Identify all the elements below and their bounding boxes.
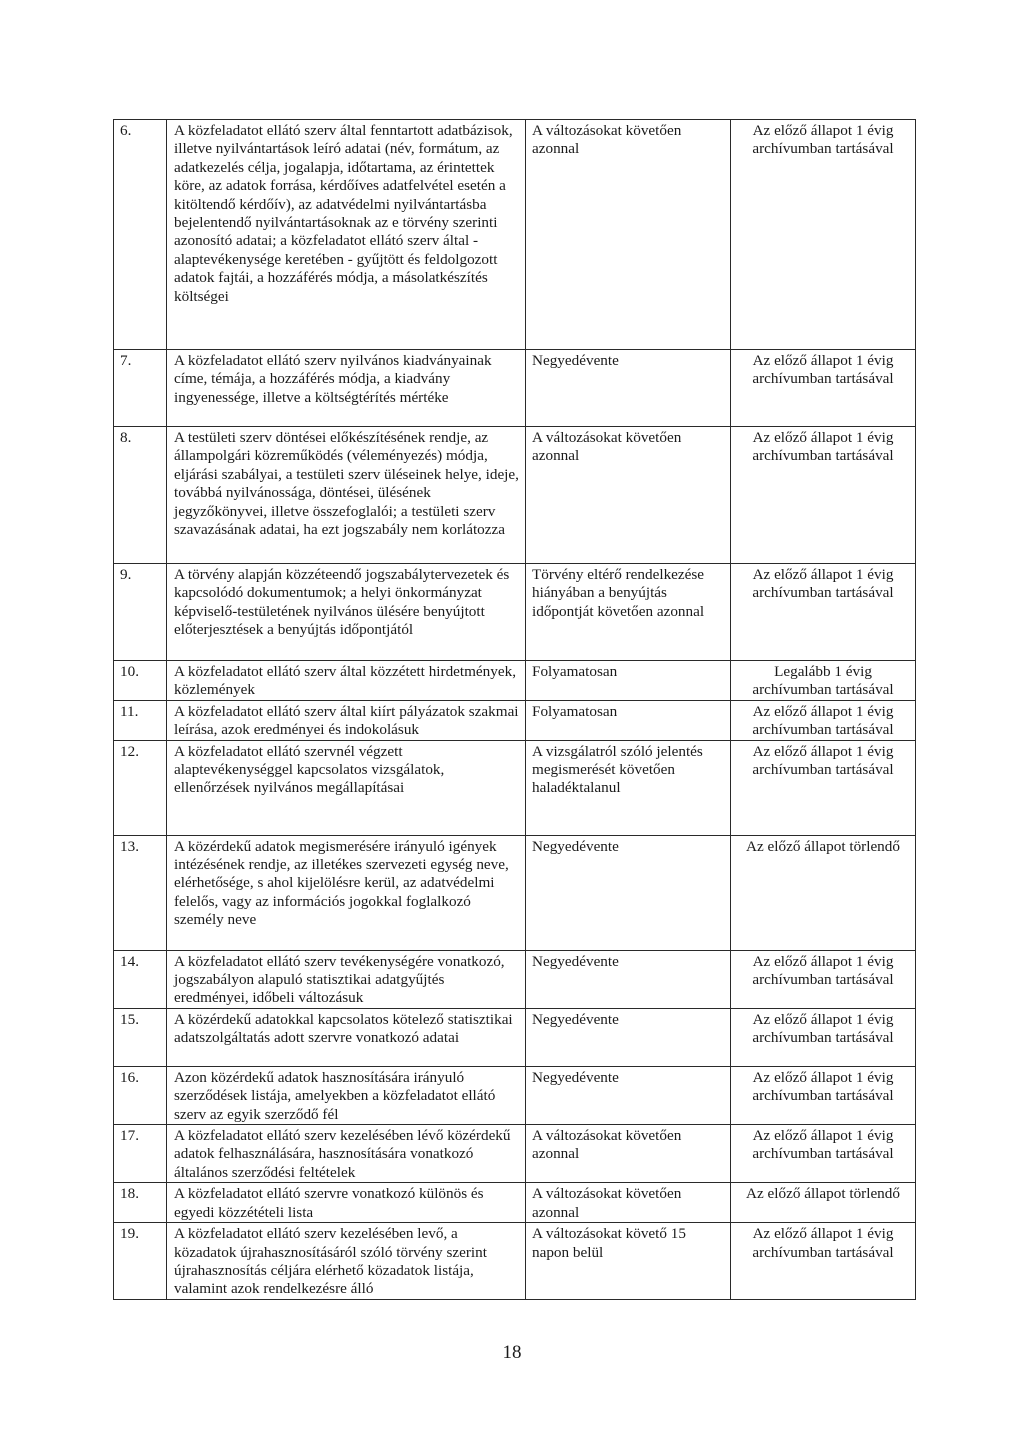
row-description: A közfeladatot ellátó szerv által közzétett hirdetmények, közlemények (167, 661, 526, 701)
table-row (114, 120, 916, 350)
row-description: A közérdekű adatokkal kapcsolatos kötelező statisztikai adatszolgáltatás adott szervre vonatkozó adatai (167, 1008, 526, 1066)
row-number: 6. (114, 120, 167, 350)
table-row (114, 950, 916, 1008)
row-description: A közérdekű adatok megismerésére irányuló igények intézésének rendje, az illetékes szervezeti egység neve, elérhetősége, s ahol kijelölésre kerül, az adatvédelmi felelős, vagy az információs jogokkal foglalkozó személy neve (167, 835, 526, 950)
row-retention: Az előző állapot törlendő (731, 1183, 916, 1223)
row-retention: Az előző állapot 1 évig archívumban tartásával (731, 350, 916, 427)
table-row (114, 1008, 916, 1066)
row-update-frequency: Negyedévente (526, 950, 731, 1008)
row-retention: Az előző állapot 1 évig archívumban tartásával (731, 427, 916, 564)
publication-list-table (113, 119, 916, 1300)
row-number: 17. (114, 1125, 167, 1183)
row-number: 14. (114, 950, 167, 1008)
row-update-frequency: Negyedévente (526, 350, 731, 427)
row-number: 19. (114, 1223, 167, 1300)
row-update-frequency: Negyedévente (526, 1008, 731, 1066)
row-retention: Az előző állapot 1 évig archívumban tartásával (731, 1066, 916, 1124)
row-retention: Az előző állapot 1 évig archívumban tartásával (731, 1125, 916, 1183)
row-description: A közfeladatot ellátó szerv által kiírt pályázatok szakmai leírása, azok eredményei és indokolásuk (167, 700, 526, 740)
row-description: A közfeladatot ellátó szerv kezelésében lévő közérdekű adatok felhasználására, hasznosítására vonatkozó általános szerződési feltételek (167, 1125, 526, 1183)
row-number: 9. (114, 564, 167, 661)
table-row (114, 1223, 916, 1300)
row-number: 13. (114, 835, 167, 950)
row-number: 8. (114, 427, 167, 564)
table-row (114, 700, 916, 740)
row-retention: Legalább 1 évig archívumban tartásával (731, 661, 916, 701)
row-update-frequency: Törvény eltérő rendelkezése hiányában a benyújtás időpontját követően azonnal (526, 564, 731, 661)
row-update-frequency: A változásokat követő 15 napon belül (526, 1223, 731, 1300)
row-update-frequency: A változásokat követően azonnal (526, 120, 731, 350)
row-description: A közfeladatot ellátó szervre vonatkozó különös és egyedi közzétételi lista (167, 1183, 526, 1223)
row-retention: Az előző állapot 1 évig archívumban tartásával (731, 740, 916, 835)
row-description: A közfeladatot ellátó szerv nyilvános kiadványainak címe, témája, a hozzáférés módja, a kiadvány ingyenessége, illetve a költségtérítés mértéke (167, 350, 526, 427)
row-number: 10. (114, 661, 167, 701)
row-number: 16. (114, 1066, 167, 1124)
row-update-frequency: A változásokat követően azonnal (526, 427, 731, 564)
row-update-frequency: Folyamatosan (526, 661, 731, 701)
table-row (114, 661, 916, 701)
row-description: A közfeladatot ellátó szerv által fenntartott adatbázisok, illetve nyilvántartások leíró adatai (név, formátum, az adatkezelés célja, jogalapja, időtartama, az érintettek köre, az adatok forrása, kérdőíves adatfelvétel esetén a kitöltendő kérdőív), az adatvédelmi nyilvántartásba bejelentendő nyilvántartásoknak az e törvény szerinti azonosító adatai; a közfeladatot ellátó szerv által - alaptevékenysége keretében - gyűjtött és feldolgozott adatok fajtái, a hozzáférés módja, a másolatkészítés költségei (167, 120, 526, 350)
row-update-frequency: A vizsgálatról szóló jelentés megismerését követően haladéktalanul (526, 740, 731, 835)
row-number: 18. (114, 1183, 167, 1223)
row-retention: Az előző állapot 1 évig archívumban tartásával (731, 950, 916, 1008)
row-description: A közfeladatot ellátó szerv tevékenységére vonatkozó, jogszabályon alapuló statisztikai adatgyűjtés eredményei, időbeli változásuk (167, 950, 526, 1008)
row-retention: Az előző állapot 1 évig archívumban tartásával (731, 1008, 916, 1066)
table-row (114, 1183, 916, 1223)
row-update-frequency: Folyamatosan (526, 700, 731, 740)
table-row (114, 427, 916, 564)
row-update-frequency: Negyedévente (526, 1066, 731, 1124)
page-number: 18 (502, 1342, 522, 1363)
row-description: A közfeladatot ellátó szervnél végzett alaptevékenységgel kapcsolatos vizsgálatok, ellenőrzések nyilvános megállapításai (167, 740, 526, 835)
row-retention: Az előző állapot 1 évig archívumban tartásával (731, 564, 916, 661)
row-number: 12. (114, 740, 167, 835)
row-retention: Az előző állapot 1 évig archívumban tartásával (731, 120, 916, 350)
row-number: 15. (114, 1008, 167, 1066)
row-description: A testületi szerv döntései előkészítésének rendje, az állampolgári közreműködés (véleményezés) módja, eljárási szabályai, a testületi szerv üléseinek helye, ideje, továbbá nyilvánossága, döntései, ülésének jegyzőkönyvei, illetve összefoglalói; a testületi szerv szavazásának adatai, ha ezt jogszabály nem korlátozza (167, 427, 526, 564)
table-row (114, 1066, 916, 1124)
row-number: 11. (114, 700, 167, 740)
row-number: 7. (114, 350, 167, 427)
row-retention: Az előző állapot törlendő (731, 835, 916, 950)
row-update-frequency: A változásokat követően azonnal (526, 1183, 731, 1223)
row-description: A közfeladatot ellátó szerv kezelésében levő, a közadatok újrahasznosításáról szóló törvény szerint újrahasznosítás céljára elérhető közadatok listája, valamint azok rendelkezésre álló (167, 1223, 526, 1300)
row-description: A törvény alapján közzéteendő jogszabálytervezetek és kapcsolódó dokumentumok; a helyi önkormányzat képviselő-testületének nyilvános ülésére benyújtott előterjesztések a benyújtás időpontjától (167, 564, 526, 661)
table-row (114, 350, 916, 427)
row-retention: Az előző állapot 1 évig archívumban tartásával (731, 1223, 916, 1300)
row-update-frequency: A változásokat követően azonnal (526, 1125, 731, 1183)
row-description: Azon közérdekű adatok hasznosítására irányuló szerződések listája, amelyekben a közfeladatot ellátó szerv az egyik szerződő fél (167, 1066, 526, 1124)
row-retention: Az előző állapot 1 évig archívumban tartásával (731, 700, 916, 740)
table-row (114, 835, 916, 950)
table-row (114, 564, 916, 661)
table-row (114, 740, 916, 835)
table-row (114, 1125, 916, 1183)
row-update-frequency: Negyedévente (526, 835, 731, 950)
